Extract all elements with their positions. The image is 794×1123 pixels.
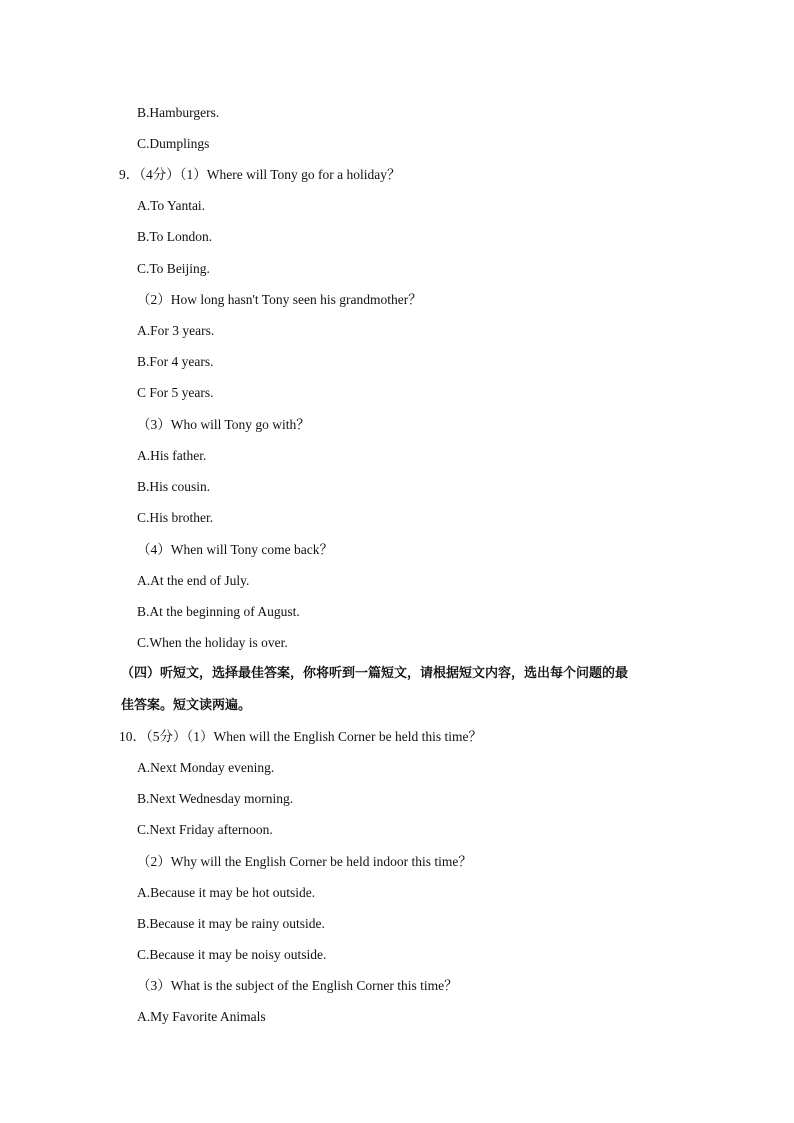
section-heading-cont: 佳答案。短文读两遍。 <box>121 698 252 713</box>
question-10-2: （2）Why will the English Corner be held indoor this time？ <box>137 854 472 869</box>
option-10-3a: A.My Favorite Animals <box>137 1009 266 1024</box>
option-9-4a: A.At the end of July. <box>137 573 250 588</box>
option-9-1c: C.To Beijing. <box>137 261 210 276</box>
option-9-3a: A.His father. <box>137 448 207 463</box>
option-9-2c: C For 5 years. <box>137 385 214 400</box>
question-9-1: 9．（4分）（1）Where will Tony go for a holiday？ <box>119 167 401 182</box>
question-9-3: （3）Who will Tony go with？ <box>137 417 310 432</box>
section-heading: （四）听短文，选择最佳答案，你将听到一篇短文，请根据短文内容，选出每个问题的最 <box>121 666 629 681</box>
option-9-3b: B.His cousin. <box>137 479 211 494</box>
option-10-1c: C.Next Friday afternoon. <box>137 822 273 837</box>
option-9-4c: C.When the holiday is over. <box>137 635 288 650</box>
option-10-2b: B.Because it may be rainy outside. <box>137 916 325 931</box>
option-10-2c: C.Because it may be noisy outside. <box>137 947 327 962</box>
option-10-2a: A.Because it may be hot outside. <box>137 885 316 900</box>
option-10-1a: A.Next Monday evening. <box>137 760 275 775</box>
option-9-4b: B.At the beginning of August. <box>137 604 300 619</box>
option-9-1b: B.To London. <box>137 229 213 244</box>
question-9-4: （4）When will Tony come back？ <box>137 542 334 557</box>
option-8c: C.Dumplings <box>137 136 210 151</box>
option-9-2b: B.For 4 years. <box>137 354 214 369</box>
option-8b: B.Hamburgers. <box>137 105 220 120</box>
question-10-3: （3）What is the subject of the English Corner this time？ <box>137 978 458 993</box>
option-10-1b: B.Next Wednesday morning. <box>137 791 294 806</box>
option-9-1a: A.To Yantai. <box>137 198 206 213</box>
option-9-3c: C.His brother. <box>137 510 214 525</box>
question-10-1: 10．（5分）（1）When will the English Corner be held this time？ <box>119 729 482 744</box>
question-9-2: （2）How long hasn't Tony seen his grandmother？ <box>137 292 422 307</box>
option-9-2a: A.For 3 years. <box>137 323 215 338</box>
